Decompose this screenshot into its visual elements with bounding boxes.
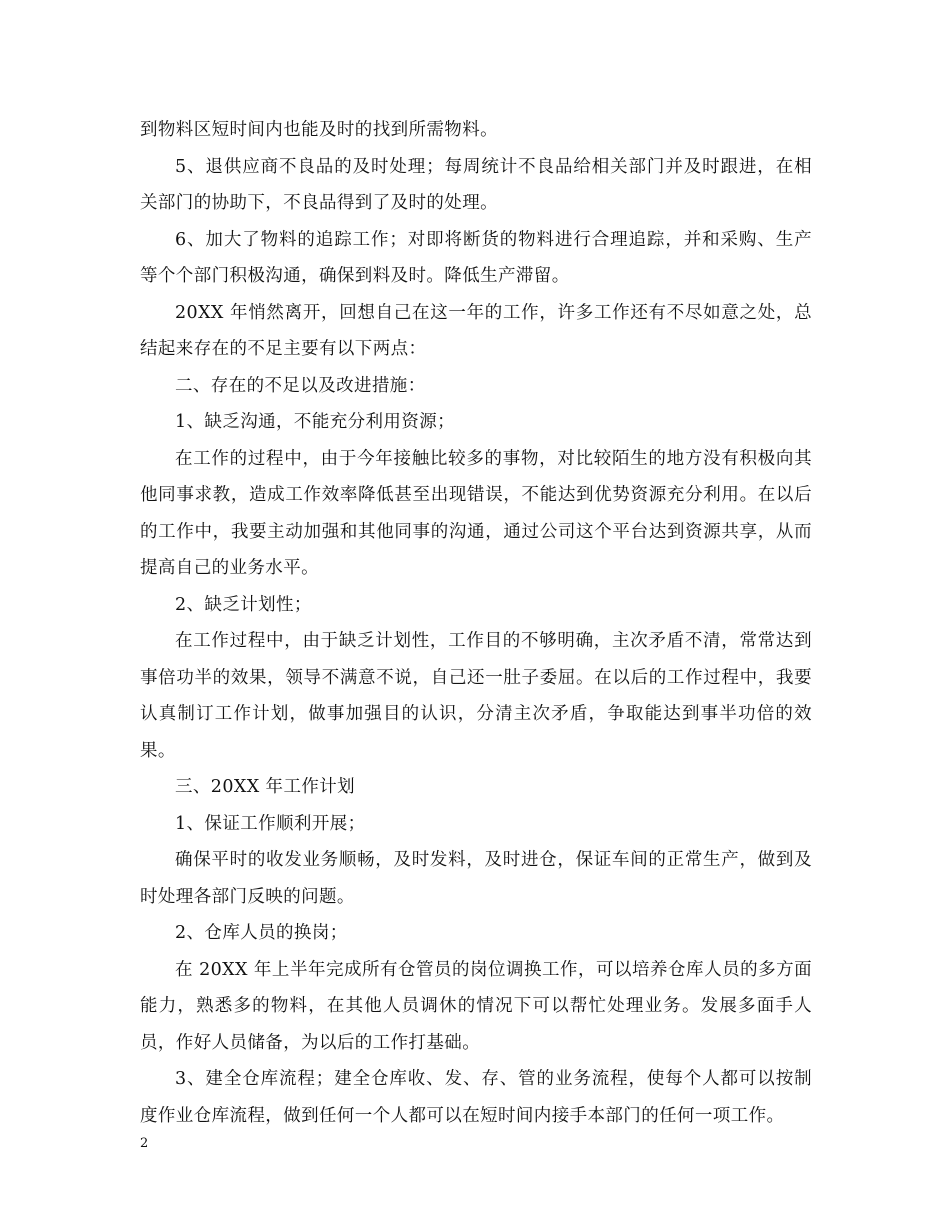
paragraph: 三、20XX 年工作计划 [175, 777, 356, 797]
paragraph: 5、退供应商不良品的及时处理；每周统计不良品给相关部门并及时跟进，在相关部门的协助下，不良品得到了及时的处理。 [140, 156, 812, 213]
paragraph: 在工作的过程中，由于今年接触比较多的事物，对比较陌生的地方没有积极向其他同事求教，造成工作效率降低甚至出现错误，不能达到优势资源充分利用。在以后的工作中，我要主动加强和其他同事的沟通，通过公司这个平台达到资源共享，从而提高自己的业务水平。 [140, 448, 812, 578]
paragraph: 2、缺乏计划性； [175, 594, 312, 615]
paragraph: 确保平时的收发业务顺畅，及时发料，及时进仓，保证车间的正常生产，做到及时处理各部门反映的问题。 [140, 850, 812, 907]
paragraph: 6、加大了物料的追踪工作；对即将断货的物料进行合理追踪，并和采购、生产等个个部门积极沟通，确保到料及时。降低生产滞留。 [140, 229, 812, 286]
paragraph: 在 20XX 年上半年完成所有仓管员的岗位调换工作，可以培养仓库人员的多方面能力，熟悉多的物料，在其他人员调休的情况下可以帮忙处理业务。发展多面手人员，作好人员储备，为以后的工作打基础。 [140, 959, 812, 1053]
page-number: 2 [140, 1136, 149, 1151]
paragraph: 20XX 年悄然离开，回想自己在这一年的工作，许多工作还有不尽如意之处，总结起来存在的不足主要有以下两点： [140, 302, 812, 359]
paragraph: 2、仓库人员的换岗； [175, 923, 348, 943]
paragraph: 在工作过程中，由于缺乏计划性，工作目的不够明确，主次矛盾不清，常常达到事倍功半的效果，领导不满意不说，自己还一肚子委屈。在以后的工作过程中，我要认真制订工作计划，做事加强目的认识，分清主次矛盾，争取能达到事半功倍的效果。 [140, 631, 812, 761]
paragraph: 1、保证工作顺利开展； [175, 813, 366, 834]
paragraph: 1、缺乏沟通，不能充分利用资源； [175, 412, 456, 432]
paragraph: 3、建全仓库流程；建全仓库收、发、存、管的业务流程，使每个人都可以按制度作业仓库流程，做到任何一个人都可以在短时间内接手本部门的任何一项工作。 [140, 1069, 812, 1126]
document-body [140, 112, 812, 1134]
paragraph: 到物料区短时间内也能及时的找到所需物料。 [140, 120, 498, 140]
paragraph: 二、存在的不足以及改进措施： [175, 375, 426, 396]
